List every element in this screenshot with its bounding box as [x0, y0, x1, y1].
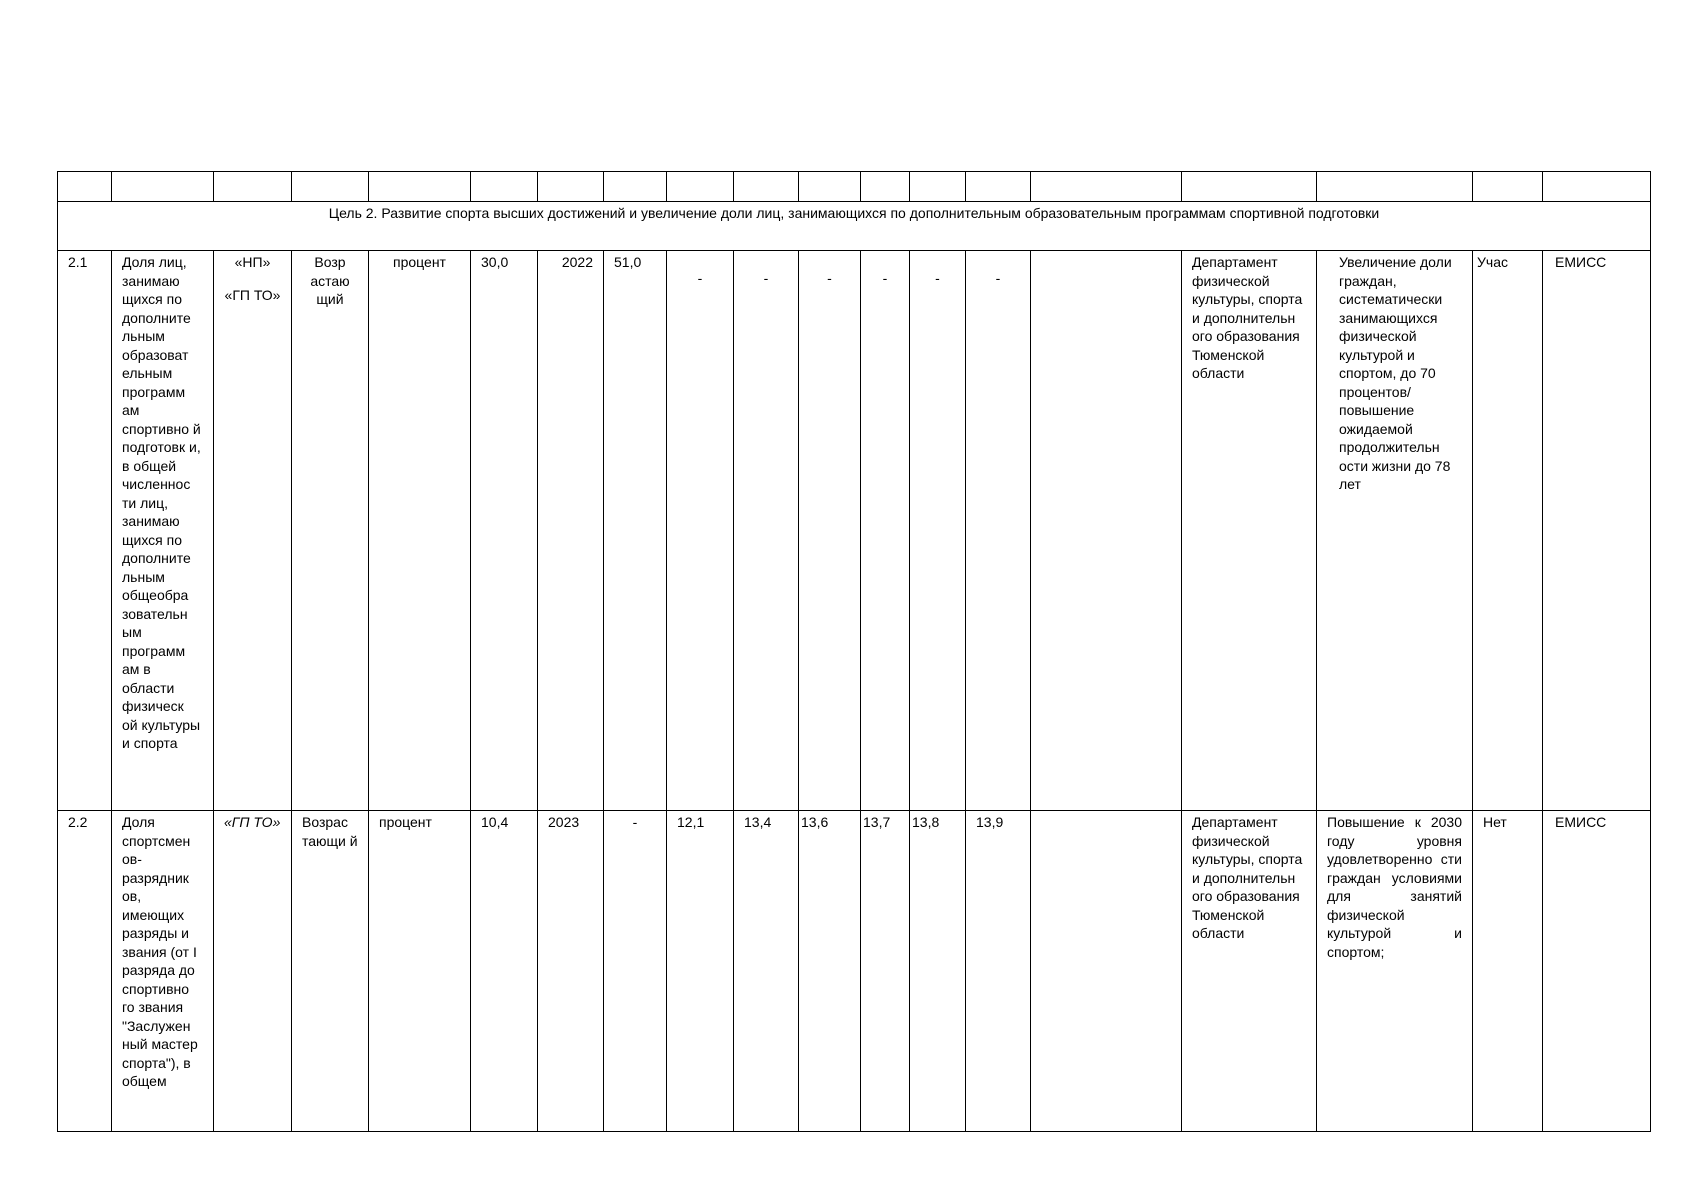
unit: процент — [369, 251, 471, 811]
documents — [1031, 251, 1182, 811]
indicator-name: Доля спортсмен ов- разрядник ов, имеющих разряды и звания (от I разряда до спортивно го звания "Заслужен ный мастер спорта"), в общем — [112, 811, 214, 1132]
responsible: Департамент физической культуры, спорта и дополнительн ого образования Тюменской области — [1182, 251, 1317, 811]
level-b: «ГП ТО» — [224, 286, 281, 303]
value-year-1-text: - — [697, 270, 703, 286]
goal-title: Цель 2. Развитие спорта высших достижений и увеличение доли лиц, занимающихся по дополнительным образовательным программам спортивной подготовки — [58, 202, 1651, 251]
value-year-2-text: - — [763, 270, 769, 286]
value-current: - — [604, 811, 667, 1132]
national-goal-link: Повышение к 2030 году уровня удовлетворенно сти граждан условиями для занятий физической культурой и спортом; — [1317, 811, 1473, 1132]
base-year: 2022 — [538, 251, 604, 811]
table-row — [58, 251, 1651, 811]
value-year-3 — [799, 251, 861, 811]
value-year-6-text: - — [995, 270, 1001, 286]
row-number: 2.2 — [58, 811, 112, 1132]
value-year-4 — [861, 251, 910, 811]
value-year-1: 12,1 — [667, 811, 734, 1132]
base-year: 2023 — [538, 811, 604, 1132]
value-year-5 — [910, 251, 966, 811]
base-value: 30,0 — [471, 251, 538, 811]
indicator-name: Доля лиц, занимаю щихся по дополните льным образоват ельным программ ам спортивно й подготовк и, в общей численнос ти лиц, занимаю щихся по дополните льным общеобра зовательн ым программ ам в области физическ ой культуры и спорта — [112, 251, 214, 811]
value-year-4: 13,7 — [861, 811, 910, 1132]
data-source: ЕМИСС — [1543, 251, 1651, 811]
data-source: ЕМИСС — [1543, 811, 1651, 1132]
base-value: 10,4 — [471, 811, 538, 1132]
value-year-5-text: - — [935, 270, 940, 286]
value-year-1 — [667, 251, 734, 811]
table-header-row-empty — [58, 172, 1651, 202]
gis-flag: Учас — [1473, 251, 1543, 811]
row-number: 2.1 — [58, 251, 112, 811]
indicator-level: «ГП ТО» — [214, 811, 292, 1132]
indicator-level — [214, 251, 292, 811]
responsible: Департамент физической культуры, спорта и дополнительн ого образования Тюменской области — [1182, 811, 1317, 1132]
value-year-5: 13,8 — [910, 811, 966, 1132]
table-row — [58, 811, 1651, 1132]
documents — [1031, 811, 1182, 1132]
value-year-3-text: - — [827, 270, 832, 286]
indicator-trend: Возр астаю щий — [292, 251, 369, 811]
value-year-2 — [734, 251, 799, 811]
value-year-3: 13,6 — [799, 811, 861, 1132]
value-year-4-text: - — [882, 270, 888, 286]
value-year-6 — [966, 251, 1031, 811]
indicators-table — [57, 171, 1651, 1132]
unit: процент — [369, 811, 471, 1132]
value-year-6: 13,9 — [966, 811, 1031, 1132]
value-current: 51,0 — [604, 251, 667, 811]
national-goal-link: Увеличение доли граждан, систематически занимающихся физической культурой и спортом, до 70 процентов/ повышение ожидаемой продолжительн ости жизни до 78 лет — [1317, 251, 1473, 811]
value-year-2: 13,4 — [734, 811, 799, 1132]
indicator-trend: Возрас тающи й — [292, 811, 369, 1132]
goal-row — [58, 202, 1651, 251]
level-a: «НП» — [234, 254, 271, 270]
gis-flag: Нет — [1473, 811, 1543, 1132]
